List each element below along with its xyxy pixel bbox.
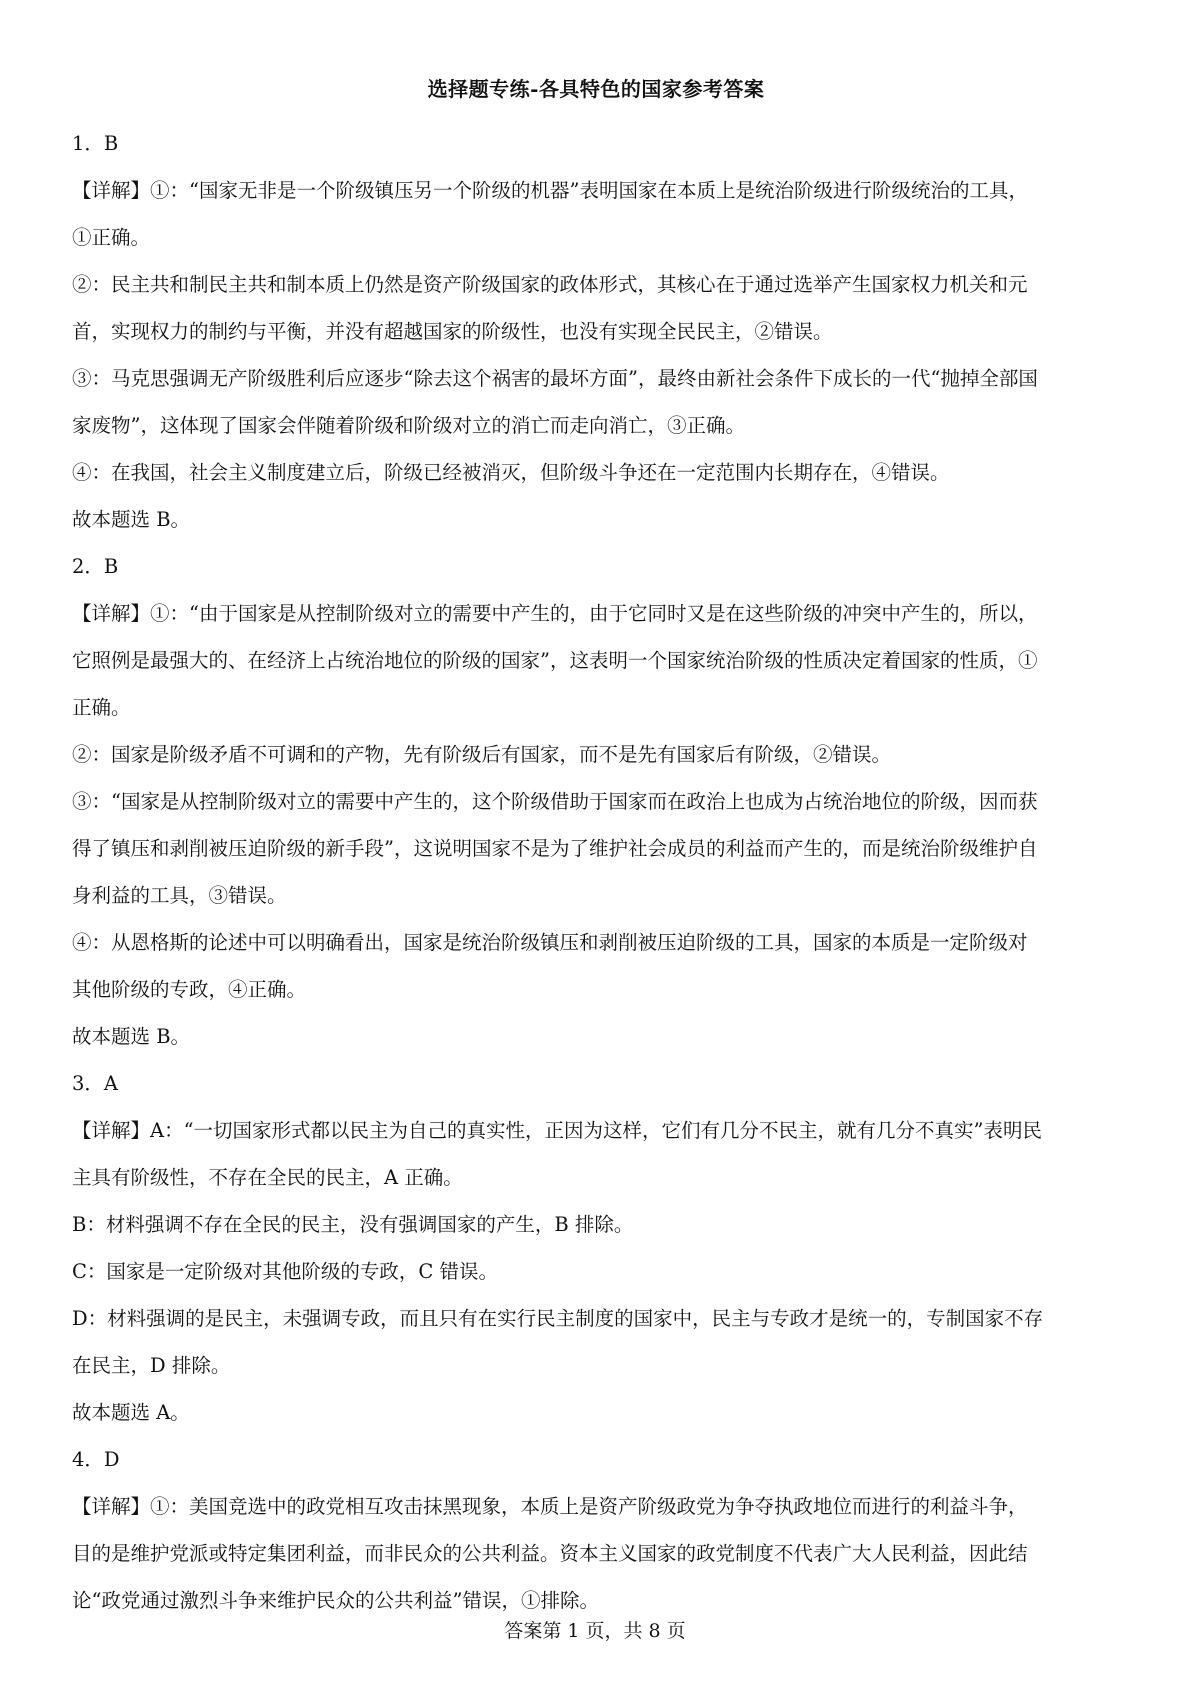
explanation-line: 正确。 xyxy=(72,696,131,719)
explanation-line: D：材料强调的是民主，未强调专政，而且只有在实行民主制度的国家中，民主与专政才是统一的，专制国家不存 xyxy=(72,1307,1044,1330)
answer-conclusion: 故本题选 B。 xyxy=(72,1025,191,1048)
explanation-line: 身利益的工具，③错误。 xyxy=(72,884,287,907)
explanation-line: ④：在我国，社会主义制度建立后，阶级已经被消灭，但阶级斗争还在一定范围内长期存在，④错误。 xyxy=(72,461,950,484)
explanation-line: ④：从恩格斯的论述中可以明确看出，国家是统治阶级镇压和剥削被压迫阶级的工具，国家的本质是一定阶级对 xyxy=(72,931,1028,954)
explanation-line: 在民主，D 排除。 xyxy=(72,1354,231,1377)
explanation-line: B：材料强调不存在全民的民主，没有强调国家的产生，B 排除。 xyxy=(72,1213,634,1236)
explanation-line: 家废物”，这体现了国家会伴随着阶级和阶级对立的消亡而走向消亡，③正确。 xyxy=(72,414,745,437)
answer-conclusion: 故本题选 B。 xyxy=(72,508,191,531)
answer-conclusion: 故本题选 A。 xyxy=(72,1401,190,1424)
explanation-line: C：国家是一定阶级对其他阶级的专政，C 错误。 xyxy=(72,1260,499,1283)
explanation-line: 得了镇压和剥削被压迫阶级的新手段”，这说明国家不是为了维护社会成员的利益而产生的，而是统治阶级维护自 xyxy=(72,837,1038,860)
question-number: 3．A xyxy=(72,1072,118,1095)
explanation-line: ③：马克思强调无产阶级胜利后应逐步“除去这个祸害的最坏方面”，最终由新社会条件下成长的一代“抛掉全部国 xyxy=(72,367,1038,390)
explanation-line: 【详解】①：美国竞选中的政党相互攻击抹黑现象，本质上是资产阶级政党为争夺执政地位而进行的利益斗争， xyxy=(72,1495,1028,1518)
page-footer: 答案第 1 页，共 8 页 xyxy=(504,1620,686,1642)
explanation-line: ②：国家是阶级矛盾不可调和的产物，先有阶级后有国家，而不是先有国家后有阶级，②错误。 xyxy=(72,743,892,766)
explanation-line: ②：民主共和制民主共和制本质上仍然是资产阶级国家的政体形式，其核心在于通过选举产生国家权力机关和元 xyxy=(72,273,1028,296)
explanation-line: 其他阶级的专政，④正确。 xyxy=(72,978,307,1001)
explanation-line: 它照例是最强大的、在经济上占统治地位的阶级的国家”，这表明一个国家统治阶级的性质决定着国家的性质，① xyxy=(72,649,1038,672)
explanation-line: 论“政党通过激烈斗争来维护民众的公共利益”错误，①排除。 xyxy=(72,1589,599,1612)
document-title: 选择题专练-各具特色的国家参考答案 xyxy=(427,77,765,101)
explanation-line: 【详解】A：“一切国家形式都以民主为自己的真实性，正因为这样，它们有几分不民主，就有几分不真实”表明民 xyxy=(72,1119,1043,1142)
explanation-line: 目的是维护党派或特定集团利益，而非民众的公共利益。资本主义国家的政党制度不代表广大人民利益，因此结 xyxy=(72,1542,1028,1565)
explanation-line: 【详解】①：“国家无非是一个阶级镇压另一个阶级的机器”表明国家在本质上是统治阶级进行阶级统治的工具， xyxy=(72,179,1028,202)
explanation-line: ③：“国家是从控制阶级对立的需要中产生的，这个阶级借助于国家而在政治上也成为占统治地位的阶级，因而获 xyxy=(72,790,1038,813)
explanation-line: ①正确。 xyxy=(72,226,151,249)
explanation-line: 【详解】①：“由于国家是从控制阶级对立的需要中产生的，由于它同时又是在这些阶级的冲突中产生的，所以， xyxy=(72,602,1038,625)
question-number: 4．D xyxy=(72,1448,120,1471)
answer-body xyxy=(72,120,1120,1624)
explanation-line: 主具有阶级性，不存在全民的民主，A 正确。 xyxy=(72,1166,463,1189)
explanation-line: 首，实现权力的制约与平衡，并没有超越国家的阶级性，也没有实现全民民主，②错误。 xyxy=(72,320,833,343)
question-number: 2．B xyxy=(72,555,119,578)
question-number: 1．B xyxy=(72,132,119,155)
